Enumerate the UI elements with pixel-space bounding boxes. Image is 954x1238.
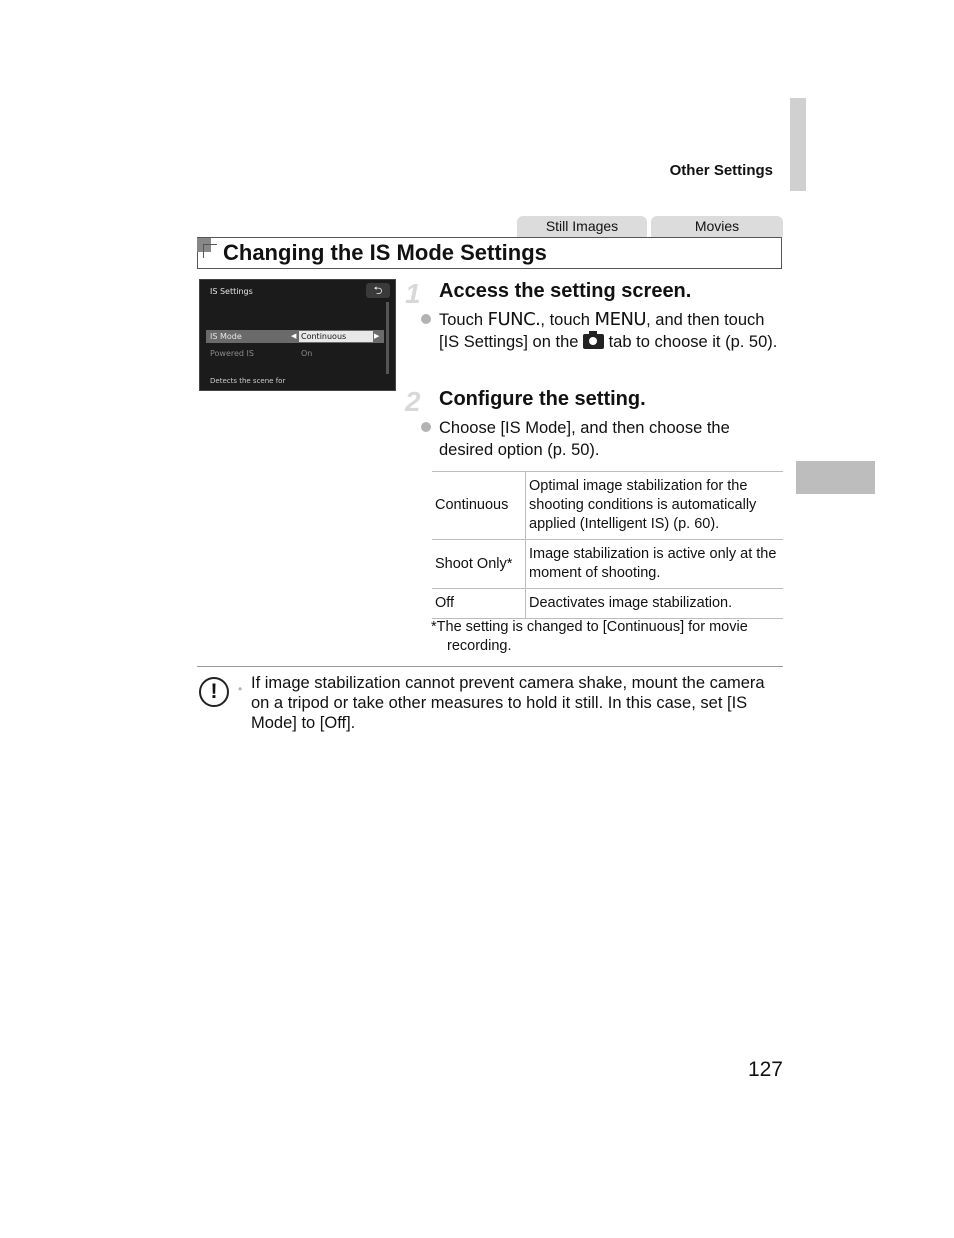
option-name: Shoot Only* — [432, 540, 526, 589]
instruction-text: tab to choose it (p. 50). — [604, 333, 778, 351]
tab-still-images: Still Images — [517, 216, 647, 237]
bullet-icon: • — [238, 682, 243, 696]
option-description: Image stabilization is active only at the moment of shooting. — [526, 540, 784, 589]
divider — [197, 666, 783, 667]
menu-icon: MENU — [594, 309, 647, 330]
tab-movies: Movies — [651, 216, 783, 237]
lcd-row-value: Continuous — [299, 331, 373, 342]
option-description: Deactivates image stabilization. — [526, 589, 784, 619]
option-name: Off — [432, 589, 526, 619]
chapter-thumb-tab — [796, 461, 875, 494]
heading-corner-mark — [203, 244, 217, 258]
chapter-thumb-tab-top — [790, 98, 806, 191]
options-table — [432, 471, 783, 619]
instruction-text: , and then touch [IS Settings] on the — [439, 311, 765, 351]
camera-icon — [583, 334, 604, 349]
lcd-title: IS Settings — [210, 287, 253, 296]
option-name: Continuous — [432, 472, 526, 540]
bullet-icon — [421, 422, 431, 432]
caution-text: If image stabilization cannot prevent camera shake, mount the camera on a tripod or take other measures to hold it still. In this case, set [IS Mode] to [Off]. — [251, 674, 765, 732]
instruction-text: , touch — [540, 311, 595, 329]
back-icon: ⮌ — [366, 283, 390, 298]
step-title: Configure the setting. — [439, 388, 646, 410]
table-footnote — [431, 618, 783, 656]
caution-icon: ! — [199, 677, 229, 707]
step-number: 1 — [405, 278, 421, 309]
instruction-text: Touch — [439, 311, 488, 329]
page-title: Changing the IS Mode Settings — [223, 240, 547, 265]
table-row — [432, 589, 783, 619]
table-row — [432, 472, 783, 540]
section-header: Other Settings — [669, 162, 773, 179]
lcd-scrollbar — [386, 302, 389, 374]
lcd-hint: Detects the scene for — [210, 377, 286, 385]
step-instruction: Choose [IS Mode], and then choose the desired option (p. 50). — [439, 419, 730, 459]
arrow-left-icon: ◀ — [291, 332, 297, 340]
arrow-right-icon: ▶ — [374, 332, 380, 340]
bullet-icon — [421, 314, 431, 324]
step-title: Access the setting screen. — [439, 280, 692, 302]
footnote-line: recording. — [447, 638, 512, 654]
option-description: Optimal image stabilization for the shooting conditions is automatically applied (Intelligent IS) (p. 60). — [526, 472, 784, 540]
func-icon: FUNC. — [487, 309, 541, 330]
step-instruction — [439, 309, 783, 353]
page-number: 127 — [747, 1058, 783, 1081]
lcd-row-label: IS Mode — [210, 332, 242, 341]
camera-screen-illustration — [199, 279, 396, 391]
lcd-row-value: On — [301, 349, 313, 358]
footnote-line: *The setting is changed to [Continuous] for movie — [431, 619, 748, 635]
step-number: 2 — [405, 386, 421, 417]
lcd-row-label: Powered IS — [210, 349, 254, 358]
table-row — [432, 540, 783, 589]
